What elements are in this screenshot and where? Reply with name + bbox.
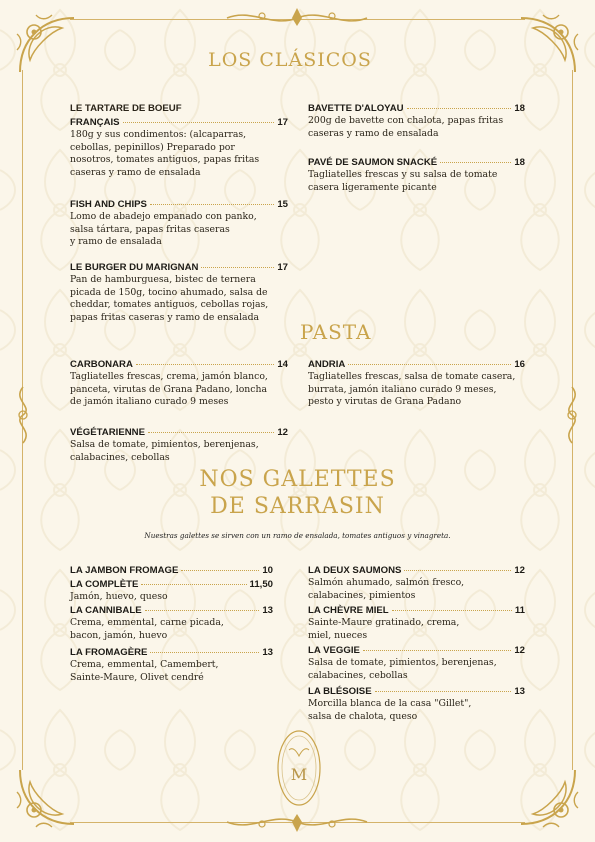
menu-item-description: Salmón ahumado, salmón fresco, calabacines, pimientos [308, 577, 465, 601]
menu-item-title-row [70, 605, 273, 617]
menu-item-name: LA COMPLÈTE [70, 579, 139, 590]
dotted-leader [181, 570, 259, 571]
menu-item-name: LA FROMAGÈRE [70, 647, 148, 658]
menu-item-la-deux-saumons [308, 565, 525, 602]
menu-item-title-row [308, 565, 525, 577]
menu-item-price: 11,50 [249, 579, 273, 590]
menu-item-description: Tagliatelles frescas y su salsa de tomate casera ligeramente picante [308, 169, 498, 193]
menu-item-name: LA CANNIBALE [70, 605, 142, 616]
menu-item-description: Jamón, huevo, queso [70, 591, 168, 602]
dotted-leader [145, 610, 260, 611]
galettes-note: Nuestras galettes se sirven con un ramo de ensalada, tomates antiguos y vinagreta. [144, 531, 451, 540]
menu-item-name: CARBONARA [70, 359, 133, 370]
menu-item-title-row [70, 117, 288, 129]
restaurant-logo-icon [275, 728, 323, 808]
menu-item-price: 13 [514, 686, 525, 697]
menu-item-title-row [70, 647, 273, 659]
dotted-leader [404, 570, 511, 571]
menu-item-price: 16 [514, 359, 525, 370]
dotted-leader [348, 364, 511, 365]
menu-item-title-row [70, 565, 273, 577]
menu-item-name: VÉGÉTARIENNE [70, 427, 145, 438]
menu-item-price: 10 [262, 565, 273, 576]
dotted-leader [440, 162, 511, 163]
logo-letter: M [290, 765, 308, 784]
menu-item-la-cannibale [70, 605, 273, 642]
menu-item-price: 12 [514, 565, 525, 576]
section-title-galettes-line1: NOS GALETTES [199, 467, 396, 492]
dotted-leader [148, 432, 274, 433]
menu-item-name: FRANÇAIS [70, 117, 120, 128]
right-side-ornament-icon [559, 385, 585, 445]
section-title-clasicos: LOS CLÁSICOS [208, 49, 372, 71]
menu-item-name: LA BLÉSOISE [308, 686, 372, 697]
menu-item-la-jambon-fromage [70, 565, 273, 577]
corner-ornament-top-left-icon [12, 10, 82, 80]
menu-item-carbonara [70, 359, 288, 409]
bottom-ornament-icon [222, 812, 372, 834]
corner-ornament-bottom-right-icon [513, 762, 583, 832]
menu-item-description: Lomo de abadejo empanado con panko, salsa tártara, papas fritas caseras y ramo de ensalada [70, 211, 257, 247]
menu-item-name: LE BURGER DU MARIGNAN [70, 262, 199, 273]
menu-item-price: 15 [277, 199, 288, 210]
menu-item-pave-de-saumon-snacke [308, 157, 525, 194]
menu-item-title-row [308, 157, 525, 169]
menu-item-price: 12 [514, 645, 525, 656]
menu-item-description: Salsa de tomate, pimientos, berenjenas, calabacines, cebollas [70, 439, 259, 463]
menu-item-bavette-d-aloyau [308, 103, 525, 140]
menu-item-title-row [70, 579, 273, 591]
section-title-galettes-line2: DE SARRASIN [210, 494, 385, 519]
menu-item-description: Crema, emmental, Camembert, Sainte-Maure, Olivet cendré [70, 659, 219, 683]
menu-item-description: Pan de hamburguesa, bistec de ternera picada de 150g, tocino ahumado, salsa de cheddar, tomates antiguos, cebollas rojas, papas fritas caseras y ramo de ensalada [70, 274, 269, 323]
menu-item-le-burger-du-marignan [70, 262, 288, 324]
menu-item-title-row [308, 645, 525, 657]
menu-item-description: Sainte-Maure gratinado, crema, miel, nueces [308, 617, 460, 641]
menu-item-price: 18 [514, 157, 525, 168]
menu-item-description: 180g y sus condimentos: (alcaparras, cebollas, pepinillos) Preparado por nosotros, tomates antiguos, papas fritas caseras y ramo de ensalada [70, 129, 260, 178]
menu-item-francais [70, 103, 288, 179]
menu-item-la-blesoise [308, 686, 525, 723]
menu-item-price: 13 [262, 605, 273, 616]
dotted-leader [123, 122, 275, 123]
dotted-leader [407, 108, 512, 109]
dotted-leader [392, 610, 512, 611]
section-title-pasta: PASTA [300, 320, 372, 344]
menu-item-title-row [308, 103, 525, 115]
menu-item-title-row [308, 605, 525, 617]
menu-item-description: 200g de bavette con chalota, papas fritas caseras y ramo de ensalada [308, 115, 504, 139]
menu-item-la-complete [70, 579, 273, 604]
menu-item-fish-and-chips [70, 199, 288, 249]
menu-item-title-row [70, 199, 288, 211]
menu-item-name: LA JAMBON FROMAGE [70, 565, 179, 576]
menu-item-title-row [70, 262, 288, 274]
dotted-leader [136, 364, 274, 365]
menu-item-description: Crema, emmental, carne picada, bacon, jamón, huevo [70, 617, 224, 641]
menu-item-price: 18 [514, 103, 525, 114]
corner-ornament-top-right-icon [513, 10, 583, 80]
menu-item-name: FISH AND CHIPS [70, 199, 147, 210]
menu-item-vegetarienne [70, 427, 288, 464]
menu-item-description: Salsa de tomate, pimientos, berenjenas, calabacines, cebollas [308, 657, 497, 681]
menu-item-title-row [308, 359, 525, 371]
corner-ornament-bottom-left-icon [12, 762, 82, 832]
dotted-leader [141, 584, 246, 585]
menu-item-name: ANDRIA [308, 359, 346, 370]
menu-item-price: 13 [262, 647, 273, 658]
menu-item-name: PAVÉ DE SAUMON SNACKÉ [308, 157, 438, 168]
dotted-leader [150, 204, 274, 205]
menu-item-name: LA DEUX SAUMONS [308, 565, 402, 576]
menu-item-name: LA CHÈVRE MIEL [308, 605, 389, 616]
menu-item-title-row [70, 427, 288, 439]
menu-item-price: 12 [277, 427, 288, 438]
menu-item-price: 14 [277, 359, 288, 370]
dotted-leader [201, 267, 274, 268]
left-side-ornament-icon [10, 385, 36, 445]
menu-item-description: Morcilla blanca de la casa "Gillet", salsa de chalota, queso [308, 698, 472, 722]
menu-item-name: BAVETTE D'ALOYAU [308, 103, 404, 114]
menu-item-title-row [308, 686, 525, 698]
menu-item-description: Tagliatelles frescas, crema, jamón blanco, panceta, virutas de Grana Padano, loncha de jamón italiano curado 9 meses [70, 371, 268, 407]
dotted-leader [363, 650, 511, 651]
dotted-leader [375, 691, 512, 692]
menu-item-title-row [70, 359, 288, 371]
menu-item-price: 17 [277, 117, 288, 128]
menu-item-la-chevre-miel [308, 605, 525, 642]
menu-item-la-veggie [308, 645, 525, 682]
menu-item-la-fromagere [70, 647, 273, 684]
menu-item-name: LA VEGGIE [308, 645, 360, 656]
top-ornament-icon [222, 6, 372, 28]
menu-item-description: Tagliatelles frescas, salsa de tomate casera, burrata, jamón italiano curado 9 meses, pesto y virutas de Grana Padano [308, 371, 516, 407]
menu-item-name-prefix: LE TARTARE DE BOEUF [70, 103, 182, 114]
menu-item-andria [308, 359, 525, 409]
menu-item-price: 17 [277, 262, 288, 273]
menu-item-price: 11 [514, 605, 525, 616]
dotted-leader [150, 652, 259, 653]
